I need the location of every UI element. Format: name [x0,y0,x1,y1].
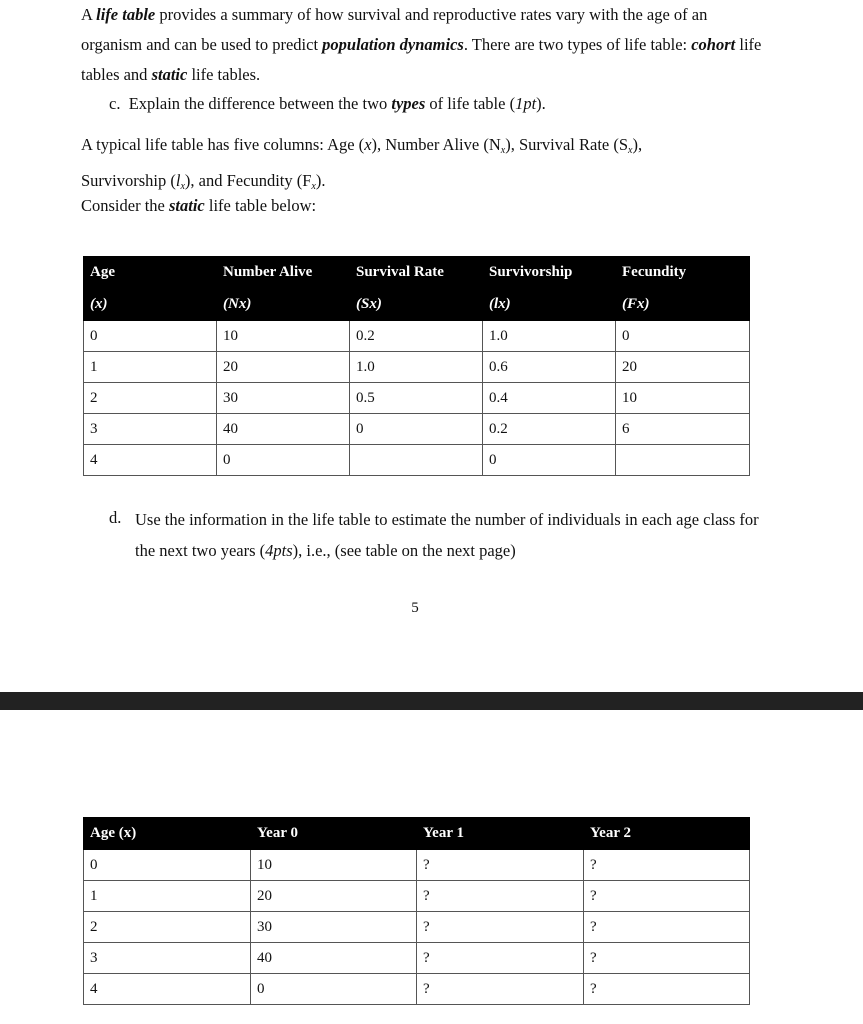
table-row [84,321,750,352]
table-row [84,974,750,1005]
cell: 3 [84,943,251,974]
intro-paragraph: A life table provides a summary of how survival and reproductive rates vary with the age of an organism and can be used to predict population dynamics. There are two types of life table: cohort life tables and static life tables. [81,5,762,84]
header-year-0: Year 0 [251,818,417,850]
cell: 3 [84,414,217,445]
cell: 0 [251,974,417,1005]
cell: 0.5 [350,383,483,414]
symbol-nx: (Nx) [217,289,350,321]
cell: 4 [84,445,217,476]
table-row [84,881,750,912]
cell: ? [584,881,750,912]
cell: 0 [217,445,350,476]
cell: 1.0 [483,321,616,352]
columns-paragraph: A typical life table has five columns: Age (x), Number Alive $(N_x)$, Survival Rate $(S_x)$, Survivorship $(l_x)$, and Fecundity $(F_x)$. [81,135,643,192]
cell: ? [417,850,584,881]
cell: 0 [84,321,217,352]
cell: ? [417,881,584,912]
symbol-fx: (Fx) [616,289,750,321]
header-year-2: Year 2 [584,818,750,850]
header-year-1: Year 1 [417,818,584,850]
consider-line: Consider the static life table below: [81,196,317,215]
symbol-sx: (Sx) [350,289,483,321]
projection-table-header [84,818,750,850]
cell: 0.2 [350,321,483,352]
cell: 10 [217,321,350,352]
table-row [84,943,750,974]
cell: 10 [616,383,750,414]
cell: ? [417,943,584,974]
cell: 30 [217,383,350,414]
header-age: Age [84,257,217,289]
cell: 0 [84,850,251,881]
cell: 0 [616,321,750,352]
cell: 30 [251,912,417,943]
page-divider [0,692,863,710]
cell: 20 [616,352,750,383]
header-age: Age (x) [84,818,251,850]
table-row [84,850,750,881]
cell: 1.0 [350,352,483,383]
cell: ? [584,943,750,974]
cell [616,445,750,476]
cell: ? [584,974,750,1005]
header-survivorship: Survivorship [483,257,616,289]
table-row [84,383,750,414]
cell: 0.2 [483,414,616,445]
life-table-symbols [84,289,750,321]
projection-table [83,817,750,1005]
cell: 40 [217,414,350,445]
cell: 20 [217,352,350,383]
symbol-lx: (lx) [483,289,616,321]
cell: 6 [616,414,750,445]
page-number: 5 [411,600,419,616]
cell: 0.6 [483,352,616,383]
cell: 0 [483,445,616,476]
life-table-header [84,257,750,289]
header-survival-rate: Survival Rate [350,257,483,289]
cell: ? [417,912,584,943]
table-row [84,445,750,476]
cell: 1 [84,881,251,912]
header-fecundity: Fecundity [616,257,750,289]
cell: 20 [251,881,417,912]
cell: ? [417,974,584,1005]
cell: 2 [84,383,217,414]
cell: 0.4 [483,383,616,414]
table-row [84,414,750,445]
cell: 2 [84,912,251,943]
cell: ? [584,850,750,881]
cell: 0 [350,414,483,445]
life-table [83,256,750,476]
cell: 40 [251,943,417,974]
question-c: c. Explain the difference between the two types of life table (1pt). [109,94,546,113]
cell: 1 [84,352,217,383]
table-row [84,912,750,943]
cell [350,445,483,476]
cell: 4 [84,974,251,1005]
cell: 10 [251,850,417,881]
symbol-x: (x) [84,289,217,321]
table-row [84,352,750,383]
header-number-alive: Number Alive [217,257,350,289]
cell: ? [584,912,750,943]
